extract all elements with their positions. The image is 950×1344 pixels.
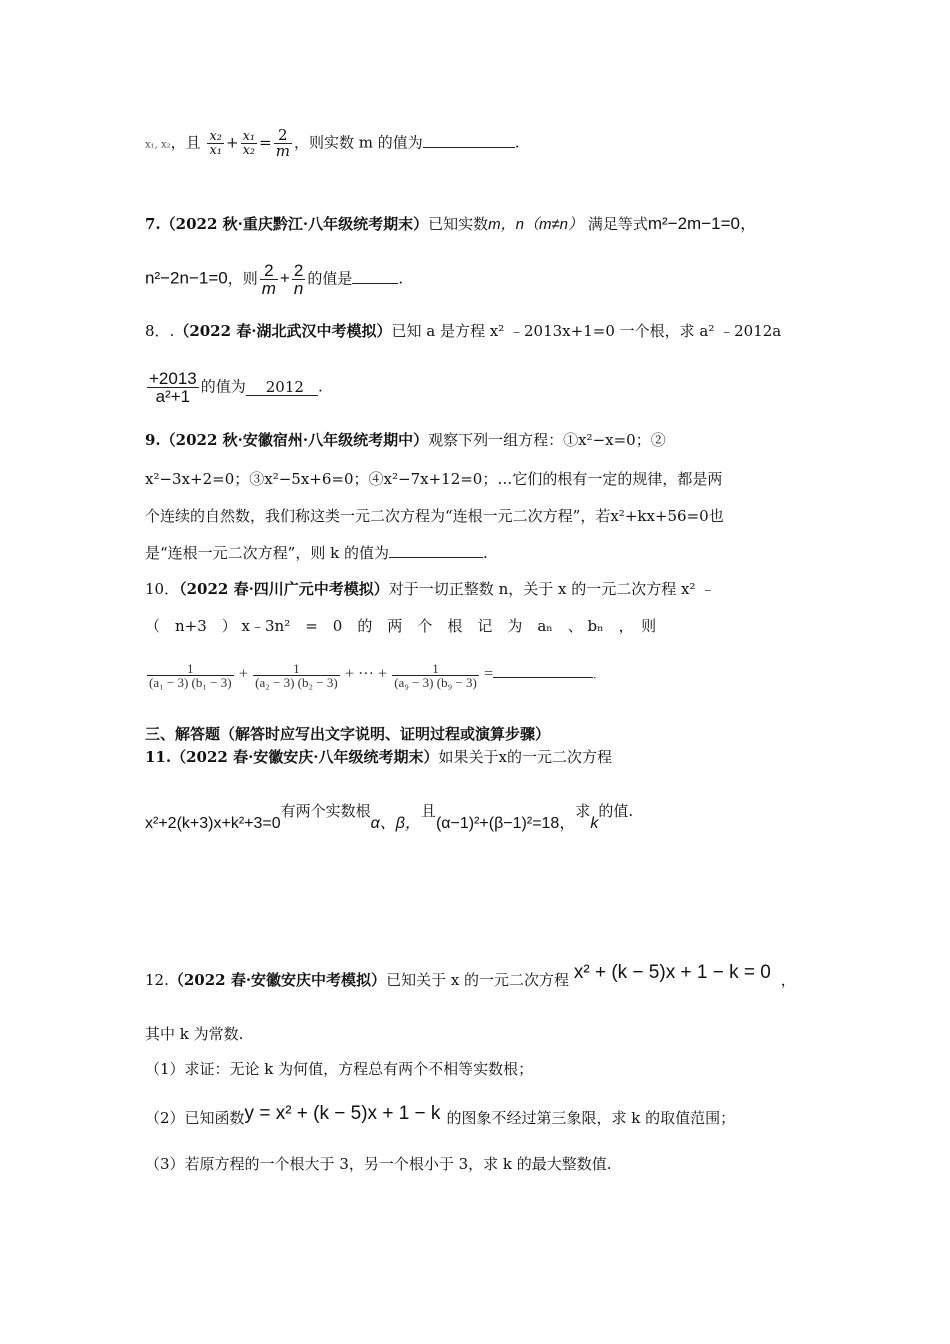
q9-number: 9. xyxy=(145,431,161,449)
q6-plus: + xyxy=(226,133,239,152)
q9-answer-blank[interactable] xyxy=(389,557,483,558)
q11-text4: 求 xyxy=(575,802,591,820)
q10-frac3 xyxy=(392,662,479,689)
q10-text1: 对于一切正整数 n，关于 x 的一元二次方程 x² ﹣ xyxy=(388,580,716,598)
q8-source: （2022 春·湖北武汉中考模拟） xyxy=(174,322,392,340)
q7-frac1 xyxy=(260,262,278,297)
q6-frac2-num: x₁ xyxy=(242,129,256,144)
q7-eq2: n²−2n−1=0 xyxy=(145,268,228,288)
q10-frac3-num: 1 xyxy=(392,662,479,676)
q8-frac-num: +2013 xyxy=(149,369,197,388)
q11-text2: 有两个实数根 xyxy=(280,802,371,820)
section-3-heading: 三、解答题（解答时应写出文字说明、证明过程或演算步骤） xyxy=(145,725,551,743)
q10-frac2-num: 1 xyxy=(253,662,340,676)
q8-number: 8．. xyxy=(145,322,175,340)
q10-dots: + ··· + xyxy=(344,665,387,683)
q9-text1: 观察下列一组方程：①x²−x=0；② xyxy=(428,431,666,449)
q12-number: 12. xyxy=(145,971,169,989)
q9-line3: 个连续的自然数，我们称这类一元二次方程为“连根一元二次方程”，若x²+kx+56=0也 xyxy=(145,507,724,525)
q12-text1: 已知关于 x 的一元二次方程 xyxy=(386,971,570,989)
q10-frac2 xyxy=(253,662,340,689)
q12-part2-text2: 的图象不经过第三象限，求 k 的取值范围； xyxy=(446,1109,736,1127)
q7-source: （2022 秋·重庆黔江·八年级统考期末） xyxy=(160,215,429,233)
q11-line2 xyxy=(145,802,634,832)
q6-frac3-num: 2 xyxy=(274,128,292,144)
q12-line2: 其中 k 为常数. xyxy=(145,1025,244,1043)
q7-eq1: m²−2m−1=0， xyxy=(647,214,757,233)
q11-source: （2022 春·安徽安庆·八年级统考期末） xyxy=(171,748,439,766)
q10-sum-line xyxy=(145,662,596,689)
q7-end: . xyxy=(398,269,404,288)
q12-equation: x² + (k − 5)x + 1 − k = 0 xyxy=(573,962,771,983)
q7-frac2-num: 2 xyxy=(293,261,304,280)
q11-line1 xyxy=(145,750,612,765)
q7-text3: ，则 xyxy=(227,269,258,288)
q6-and: ，且 xyxy=(170,133,201,152)
q7-text1: 已知实数 xyxy=(428,215,489,233)
q7-text2: 满足等式 xyxy=(587,215,648,233)
q6-answer-blank[interactable] xyxy=(423,147,515,148)
q10-number: 10． xyxy=(145,580,180,598)
q7-mn: m，n（m≠n） xyxy=(488,216,584,233)
q10-frac2-den: (a₂ − 3) (b₂ − 3) xyxy=(255,675,338,690)
q8-frac xyxy=(147,370,199,405)
q8-text1: 已知 a 是方程 x² ﹣2013x+1=0 一个根，求 a² ﹣2012a xyxy=(391,322,782,340)
q12-part2-text1: （2）已知函数 xyxy=(145,1109,245,1127)
q7-frac2 xyxy=(292,262,305,297)
q7-number: 7. xyxy=(145,215,161,233)
q9-end: . xyxy=(482,544,488,562)
q6-vars: x₁, x₂ xyxy=(145,139,171,151)
q7-frac1-den: m xyxy=(261,279,276,298)
q9-line4 xyxy=(145,546,488,561)
q11-condition: (α−1)²+(β−1)²=18， xyxy=(435,815,576,832)
q8-text2: 的值为 xyxy=(200,377,246,396)
q6-frac3-den: m xyxy=(275,142,290,160)
q6-tail-line xyxy=(145,128,519,159)
q10-end: . xyxy=(593,666,597,682)
q6-end: . xyxy=(514,133,520,152)
q6-tail-text: ，则实数 m 的值为 xyxy=(293,133,423,152)
q7-frac2-den: n xyxy=(293,279,304,298)
q7-frac1-num: 2 xyxy=(260,262,278,280)
q6-frac2 xyxy=(241,130,258,157)
q10-frac1 xyxy=(147,662,234,689)
q8-line1 xyxy=(145,324,781,339)
q11-text1: 如果关于x的一元二次方程 xyxy=(438,748,612,766)
q6-frac1-num: x₂ xyxy=(209,129,222,144)
q7-plus: + xyxy=(279,268,290,288)
q11-text3: 且 xyxy=(420,802,436,820)
q11-text5: 的值. xyxy=(598,802,634,820)
q8-frac-den: a²+1 xyxy=(155,387,191,406)
q12-part2-function: y = x² + (k − 5)x + 1 − k xyxy=(244,1103,441,1124)
q11-equation: x²+2(k+3)x+k²+3=0 xyxy=(145,815,281,832)
q9-source: （2022 秋·安徽宿州·八年级统考期中） xyxy=(160,431,429,449)
q6-frac3 xyxy=(274,128,292,159)
q8-line2 xyxy=(145,370,323,405)
q7-text4: 的值是 xyxy=(307,269,353,288)
q7-line2 xyxy=(145,262,403,297)
q9-line1 xyxy=(145,433,666,448)
q12-part3: （3）若原方程的一个根大于 3，另一个根小于 3，求 k 的最大整数值. xyxy=(145,1155,612,1173)
q11-roots: α、β， xyxy=(370,815,421,832)
q10-eq: = xyxy=(484,665,494,683)
q6-frac1 xyxy=(207,130,224,157)
q10-line1 xyxy=(145,582,715,597)
q8-end: . xyxy=(317,377,323,396)
q10-frac1-den: (a₁ − 3) (b₁ − 3) xyxy=(149,675,232,690)
q7-line1 xyxy=(145,215,757,232)
q12-part2 xyxy=(145,1103,736,1127)
q12-source: （2022 春·安徽安庆中考模拟） xyxy=(168,971,387,989)
q6-frac1-den: x₁ xyxy=(209,143,222,158)
q6-eq: = xyxy=(259,133,272,152)
q12-comma: ， xyxy=(780,971,796,989)
q10-frac1-num: 1 xyxy=(147,662,234,676)
q10-source: （2022 春·四川广元中考模拟） xyxy=(179,580,389,598)
q9-line2: x²−3x+2=0；③x²−5x+6=0；④x²−7x+12=0；…它们的根有一定的规律，都是两 xyxy=(145,470,723,488)
q10-plus: + xyxy=(238,665,248,683)
q6-frac2-den: x₂ xyxy=(242,143,256,158)
q12-part1: （1）求证：无论 k 为何值，方程总有两个不相等实数根； xyxy=(145,1060,534,1078)
q12-line1 xyxy=(145,962,796,989)
q10-answer-blank[interactable] xyxy=(493,677,593,678)
q11-number: 11. xyxy=(145,748,172,766)
q8-answer: 2012 xyxy=(246,380,318,396)
q11-k: k xyxy=(590,815,599,832)
q10-line2: （ n+3 ） x﹣3n² = 0 的 两 个 根 记 为 aₙ 、 bₙ ， 则 xyxy=(145,617,657,635)
q10-frac3-den: (a₉ − 3) (b₉ − 3) xyxy=(394,675,477,690)
q7-answer-blank[interactable] xyxy=(352,283,398,284)
q9-line4-text: 是“连根一元二次方程”，则 k 的值为 xyxy=(145,544,389,562)
